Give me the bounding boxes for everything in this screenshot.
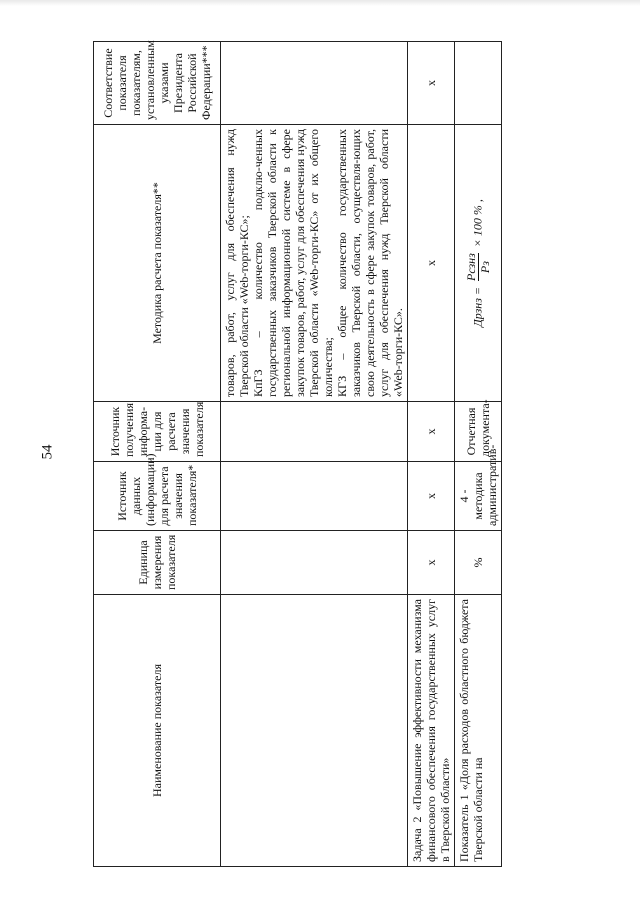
formula-fraction — [465, 253, 492, 281]
formula-numerator: Рсзнз — [463, 253, 478, 282]
scan-top-edge — [0, 0, 640, 6]
method-row-unit — [221, 531, 408, 595]
task-data-source: х — [408, 462, 455, 531]
task-row — [408, 42, 455, 867]
indicator-formula — [455, 125, 502, 402]
formula-right: × 100 % , — [469, 199, 484, 248]
header-unit: Единица измерения показателя — [94, 531, 221, 595]
method-description — [221, 125, 408, 402]
task-name: Задача 2 «Повышение эффективности механизма финансового обеспечения государственных услуг в Тверской области» — [408, 595, 455, 867]
task-info-source: х — [408, 402, 455, 462]
method-row-data-source — [221, 462, 408, 531]
indicator-row — [455, 42, 502, 867]
indicator-data-source: 4 - методика административ- — [455, 462, 502, 531]
table-header-row — [94, 42, 221, 867]
rotated-table-sheet — [93, 42, 631, 867]
indicator-name: Показатель 1 «Доля расходов областного бюджета Тверской области на — [455, 595, 502, 867]
method-line: КпГЗ – количество подклю-ченных государственных заказчиков Тверской области к региональной информационной системе в сфере закупок товаров, работ, услуг для обеспечения нужд Тверской области «Web-торги-КС» от их общего количества; — [251, 129, 335, 397]
method-row-info-source — [221, 402, 408, 462]
header-compliance: Соответствие показателя показателям, установленным указами Президента Российской Федерации*** — [94, 42, 221, 125]
method-row-name — [221, 595, 408, 867]
task-compliance: х — [408, 42, 455, 125]
task-method: х — [408, 125, 455, 402]
header-info-source: Источник получения информа-ции для расчета значения показателя — [94, 402, 221, 462]
indicator-compliance — [455, 42, 502, 125]
formula-denominator: Рз — [477, 261, 492, 274]
page-number: 54 — [39, 444, 56, 460]
method-line: товаров, работ, услуг для обеспечения нужд Тверской области «Web-торги-КС»; — [223, 129, 251, 397]
method-line: КГЗ – общее количество государственных заказчиков Тверской области, осуществля-ющих свою деятельность в сфере закупок товаров, работ, услуг для обеспечения нужд Тверской области «Web-торги-КС». — [335, 129, 405, 397]
formula-left: Дрзнз = — [469, 287, 484, 327]
indicator-info-source: Отчетная документа- — [455, 402, 502, 462]
method-continuation-row — [221, 42, 408, 867]
header-method: Методика расчета показателя** — [94, 125, 221, 402]
method-row-compliance — [221, 42, 408, 125]
task-unit: х — [408, 531, 455, 595]
header-name: Наименование показателя — [94, 595, 221, 867]
header-data-source: Источник данных (информации) для расчета значения показателя* — [94, 462, 221, 531]
indicator-unit: % — [455, 531, 502, 595]
indicator-table — [93, 41, 502, 867]
